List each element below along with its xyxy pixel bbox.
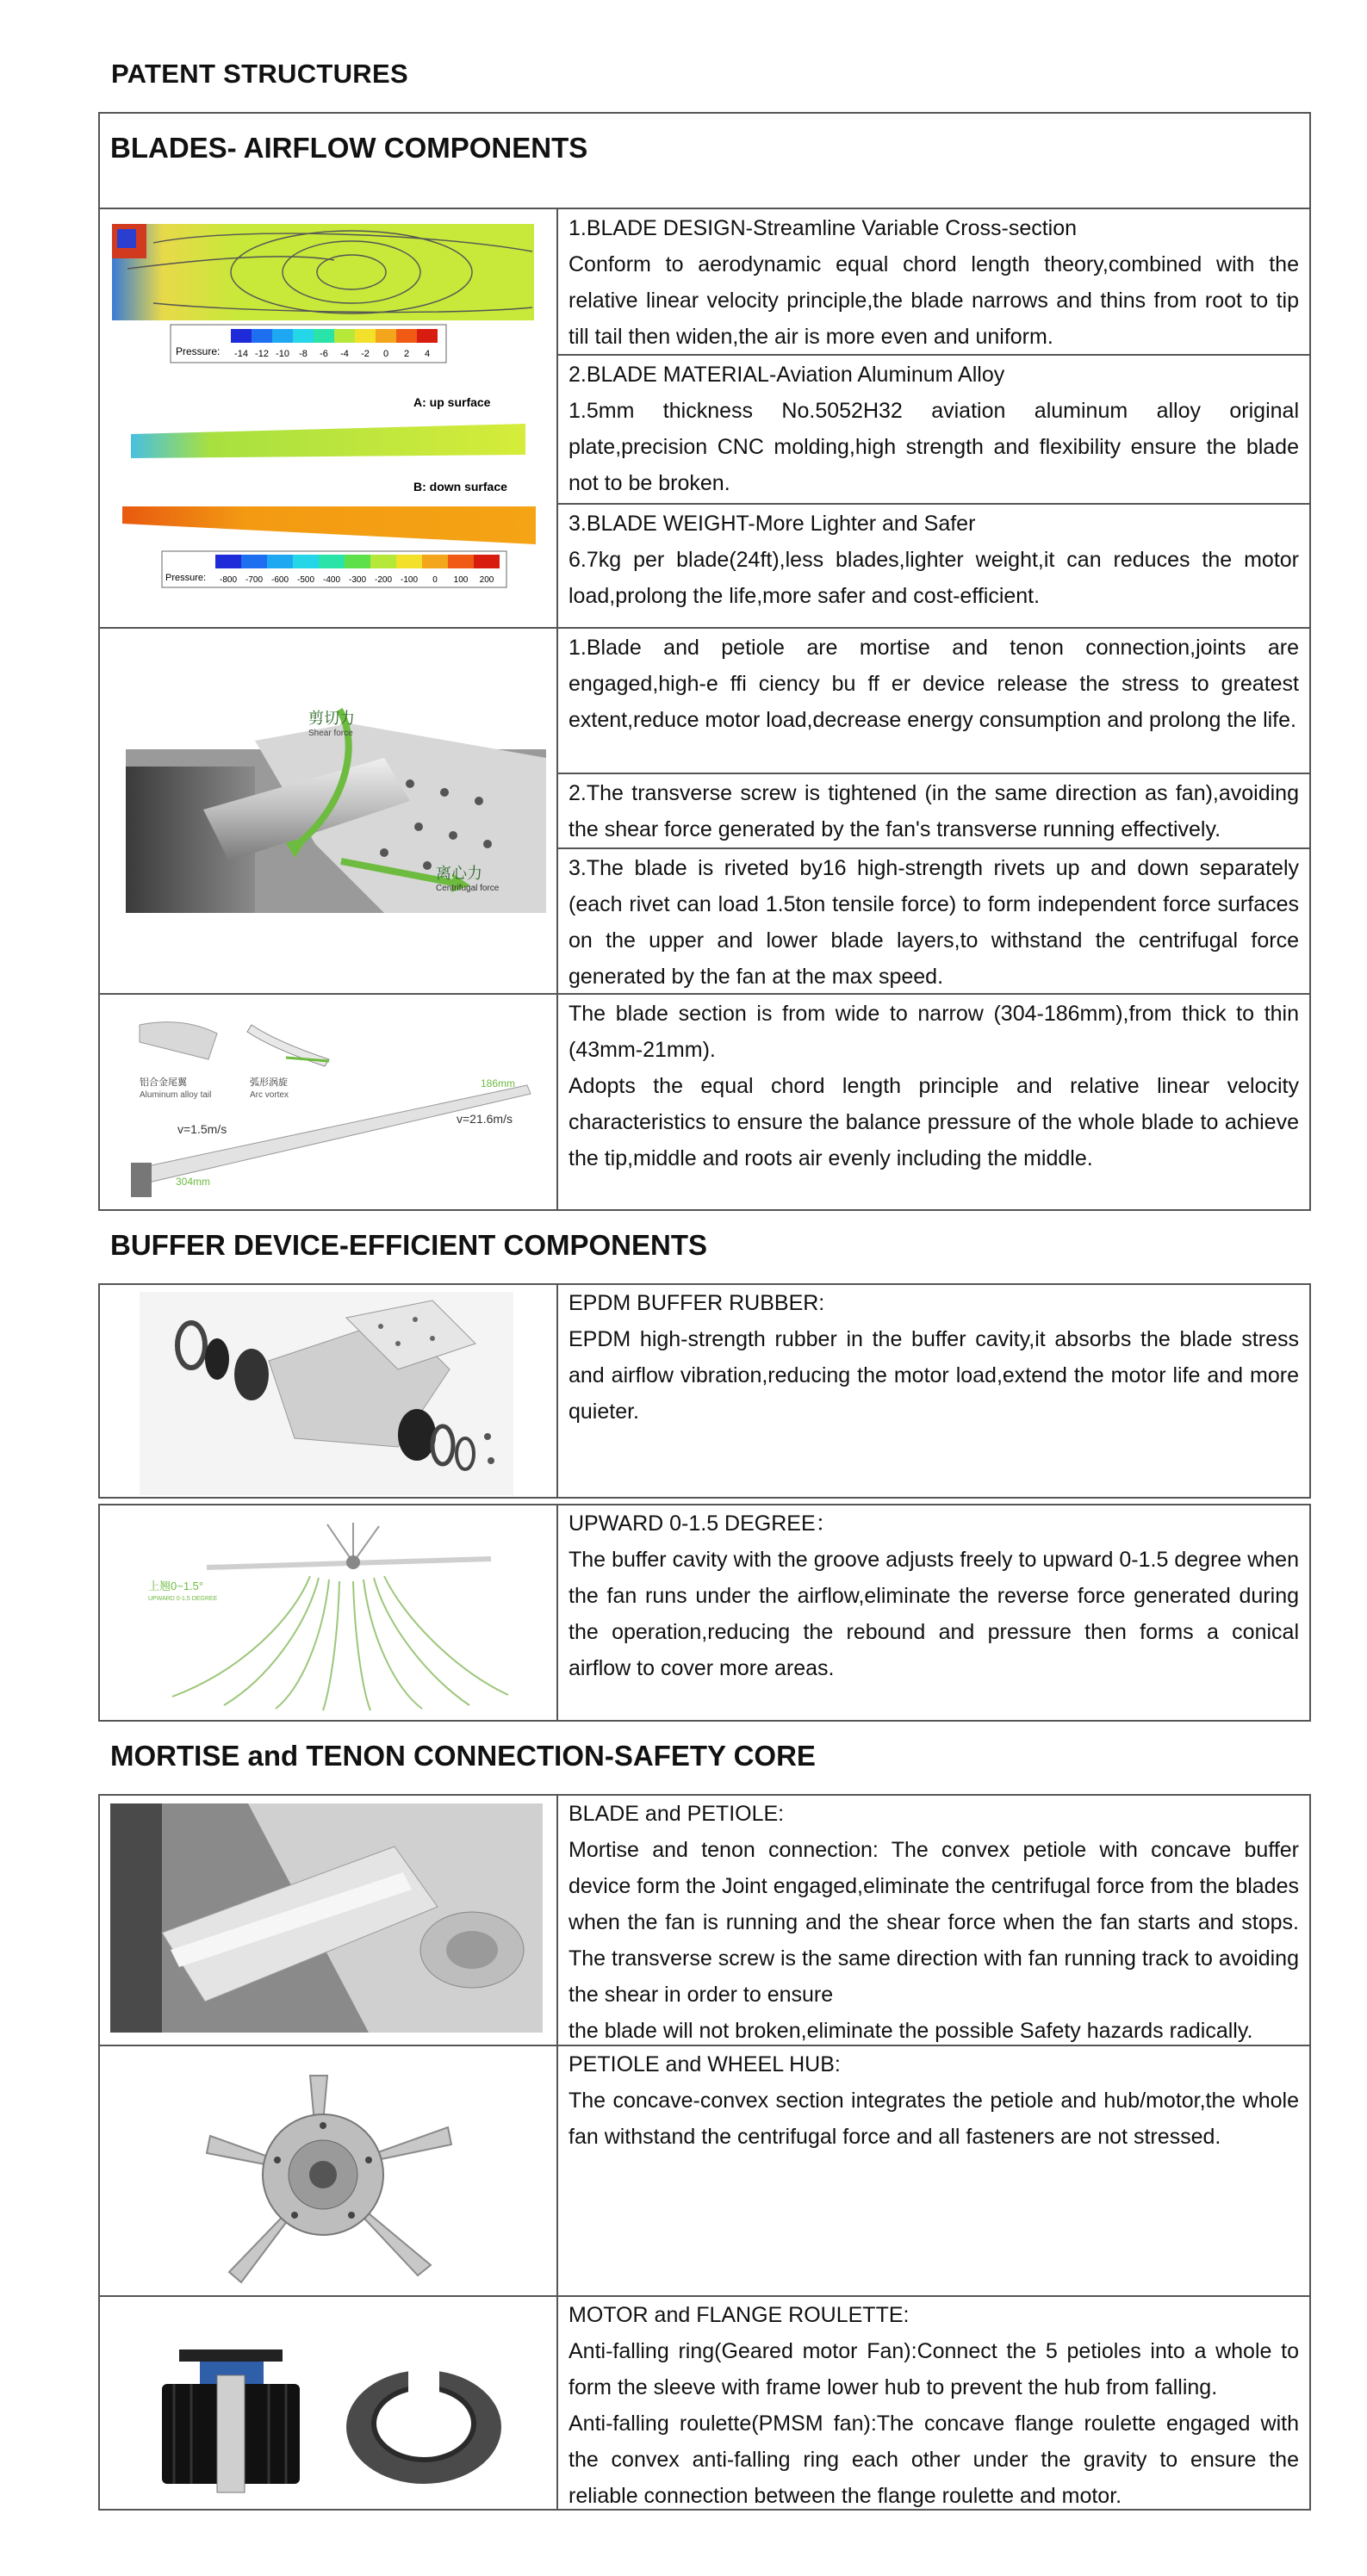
svg-text:铝合金尾翼: 铝合金尾翼: [140, 1077, 187, 1088]
pressure-scale-swatch: [319, 555, 345, 568]
motor-flange-image: [157, 2349, 519, 2496]
cfd-pressure-image: [110, 217, 541, 596]
svg-text:Pressure:: Pressure:: [176, 345, 221, 357]
motor-cell: [569, 2297, 1299, 2514]
pressure-scale-swatch: [293, 329, 314, 343]
svg-text:v=1.5m/s: v=1.5m/s: [177, 1122, 227, 1136]
pressure-scale-label: -6: [320, 349, 328, 359]
pressure-scale-swatch: [355, 329, 376, 343]
connection-2-text: 2.The transverse screw is tightened (in the same direction as fan),avoiding the shear force generated by the fan's transverse running effectively.: [569, 781, 1299, 841]
blade-material-heading: 2.BLADE MATERIAL-Aviation Aluminum Alloy: [569, 363, 1005, 387]
pressure-scale-swatch: [267, 555, 293, 568]
pressure-scale-swatch: [215, 555, 241, 568]
blade-design-heading: 1.BLADE DESIGN-Streamline Variable Cross-section: [569, 216, 1078, 240]
pressure-scale-label: 4: [424, 349, 431, 359]
pressure-scale-label: -800: [219, 575, 238, 585]
svg-text:上翘0~1.5°: 上翘0~1.5°: [148, 1580, 204, 1592]
blade-section-text-2: Adopts the equal chord length principle and relative linear velocity characteristics to ensure the balance pressure of the whole blade to achieve the tip,middle and roots air evenly including the middle.: [569, 1074, 1299, 1170]
pressure-scale-label: -2: [361, 349, 370, 359]
down-surface-label: B: down surface: [413, 480, 507, 493]
svg-text:离心力: 离心力: [436, 865, 482, 882]
svg-text:Centrifugal force: Centrifugal force: [436, 884, 500, 893]
pressure-scale-swatch: [231, 329, 252, 343]
petiole-heading: BLADE and PETIOLE:: [569, 1802, 785, 1826]
pressure-scale-swatch: [396, 555, 422, 568]
svg-text:186mm: 186mm: [481, 1077, 516, 1089]
pressure-scale-label: -200: [374, 575, 393, 585]
motor-heading: MOTOR and FLANGE ROULETTE:: [569, 2303, 910, 2327]
blade-profile-image: [131, 1008, 536, 1197]
pressure-scale-swatch: [376, 329, 396, 343]
connection-1-text: 1.Blade and petiole are mortise and tenon connection,joints are engaged,high-e ffi ciency bu ff er device release the stress to greatest extent,reduce motor load,decrease energy consumption and prolong the life.: [569, 636, 1299, 732]
connection-1-cell: [569, 630, 1299, 738]
svg-text:304mm: 304mm: [176, 1176, 211, 1188]
motor-body-2: Anti-falling roulette(PMSM fan):The concave flange roulette engaged with the convex anti-falling ring each other under the gravity to ensure the reliable connection between the flange roulette and motor.: [569, 2412, 1299, 2508]
pressure-scale-label: -500: [296, 575, 315, 585]
blade-petiole-image: [110, 1803, 543, 2033]
pressure-scale-label: -4: [340, 349, 349, 359]
mortise-section-title: MORTISE and TENON CONNECTION-SAFETY CORE: [110, 1740, 816, 1772]
pressure-scale-label: -300: [348, 575, 367, 585]
pressure-scale-label: -10: [276, 349, 289, 359]
pressure-scale-label: -12: [255, 349, 269, 359]
blade-design-cell: [569, 210, 1299, 355]
blade-weight-heading: 3.BLADE WEIGHT-More Lighter and Safer: [569, 512, 976, 536]
svg-text:弧形涡旋: 弧形涡旋: [250, 1077, 288, 1088]
svg-text:Arc vortex: Arc vortex: [250, 1090, 289, 1100]
upward-body: The buffer cavity with the groove adjusts freely to upward 0-1.5 degree when the fan runs under the airflow,eliminate the reverse force generated during the operation,reducing the rebound and pressure then forms a conical airflow to cover more areas.: [569, 1548, 1299, 1680]
blade-material-cell: [569, 357, 1299, 501]
pressure-scale-label: -600: [270, 575, 289, 585]
pressure-scale-swatch: [252, 329, 272, 343]
svg-text:v=21.6m/s: v=21.6m/s: [457, 1112, 513, 1126]
hub-cell: [569, 2046, 1299, 2155]
epdm-exploded-image: [140, 1292, 513, 1495]
petiole-body-2: the blade will not broken,eliminate the possible Safety hazards radically.: [569, 2019, 1253, 2043]
buffer-section-title: BUFFER DEVICE-EFFICIENT COMPONENTS: [110, 1229, 708, 1261]
blade-material-body: 1.5mm thickness No.5052H32 aviation aluminum alloy original plate,precision CNC molding,high strength and flexibility ensure the blade not to be broken.: [569, 399, 1299, 495]
blade-section-cell: [569, 996, 1299, 1176]
upward-airflow-image: [138, 1516, 525, 1714]
pressure-scale-label: 200: [479, 575, 494, 585]
pressure-scale-label: -100: [400, 575, 419, 585]
pressure-scale-swatch: [241, 555, 267, 568]
pressure-scale-label: -700: [245, 575, 264, 585]
connection-3-text: 3.The blade is riveted by16 high-strength rivets up and down separately (each rivet can load 1.5ton tensile force) to form independent force surfaces on the upper and lower blade layers,to withstand the centrifugal force generated by the fan at the max speed.: [569, 856, 1299, 989]
pressure-scale-label: -8: [299, 349, 308, 359]
svg-text:Aluminum alloy tail: Aluminum alloy tail: [140, 1090, 212, 1100]
pressure-scale-1: [171, 325, 446, 363]
epdm-heading: EPDM BUFFER RUBBER:: [569, 1291, 825, 1315]
pressure-scale-swatch: [417, 329, 438, 343]
pressure-scale-swatch: [314, 329, 334, 343]
pressure-scale-label: 0: [432, 575, 438, 585]
pressure-scale-swatch: [396, 329, 417, 343]
connection-3-cell: [569, 850, 1299, 995]
blade-weight-cell: [569, 506, 1299, 614]
pressure-scale-swatch: [293, 555, 319, 568]
pressure-scale-label: 0: [382, 349, 389, 359]
page-title: PATENT STRUCTURES: [111, 59, 408, 89]
epdm-cell: [569, 1285, 1299, 1430]
epdm-body: EPDM high-strength rubber in the buffer cavity,it absorbs the blade stress and airflow vibration,reducing the motor load,extend the motor life and more quieter.: [569, 1327, 1299, 1424]
pressure-scale-swatch: [345, 555, 370, 568]
hub-body: The concave-convex section integrates the petiole and hub/motor,the whole fan withstand the centrifugal force and all fasteners are not stressed.: [569, 2089, 1299, 2149]
pressure-scale-swatch: [272, 329, 293, 343]
svg-text:剪切力: 剪切力: [308, 710, 355, 727]
petiole-cell: [569, 1796, 1299, 2049]
pressure-scale-label: 100: [453, 575, 469, 585]
wheel-hub-image: [198, 2067, 457, 2291]
svg-text:Pressure:: Pressure:: [165, 573, 207, 583]
up-surface-label: A: up surface: [413, 395, 491, 409]
blade-weight-body: 6.7kg per blade(24ft),less blades,lighter weight,it can reduces the motor load,prolong the life,more safer and cost-efficient.: [569, 548, 1299, 608]
connection-2-cell: [569, 775, 1299, 847]
pressure-scale-swatch: [474, 555, 500, 568]
pressure-scale-label: -14: [234, 349, 248, 359]
motor-body-1: Anti-falling ring(Geared motor Fan):Connect the 5 petioles into a whole to form the sleeve with frame lower hub to prevent the hub from falling.: [569, 2339, 1299, 2399]
blade-section-text-1: The blade section is from wide to narrow (304-186mm),from thick to thin (43mm-21mm).: [569, 1002, 1299, 1062]
svg-text:UPWARD 0-1.5 DEGREE: UPWARD 0-1.5 DEGREE: [148, 1596, 218, 1602]
pressure-scale-label: -400: [322, 575, 341, 585]
blades-section-title: BLADES- AIRFLOW COMPONENTS: [110, 132, 588, 164]
blade-design-body: Conform to aerodynamic equal chord length theory,combined with the relative linear velocity principle,the blade narrows and thins from root to tip till tail then widen,the air is more even and uniform.: [569, 252, 1299, 349]
svg-text:Shear force: Shear force: [308, 729, 353, 738]
pressure-scale-swatch: [448, 555, 474, 568]
pressure-scale-2: [162, 551, 506, 587]
upward-heading: UPWARD 0-1.5 DEGREE：: [569, 1511, 837, 1536]
hub-heading: PETIOLE and WHEEL HUB:: [569, 2052, 841, 2076]
shear-force-image: [126, 706, 546, 913]
pressure-scale-swatch: [422, 555, 448, 568]
upward-cell: [569, 1505, 1299, 1686]
petiole-body: Mortise and tenon connection: The convex petiole with concave buffer device form the Joint engaged,eliminate the centrifugal force from the blades when the fan is running and the shear force when the fan starts and stops. The transverse screw is the same direction with fan running track to avoiding the shear in order to ensure: [569, 1838, 1299, 2007]
pressure-scale-label: 2: [403, 349, 410, 359]
pressure-scale-swatch: [334, 329, 355, 343]
pressure-scale-swatch: [370, 555, 396, 568]
